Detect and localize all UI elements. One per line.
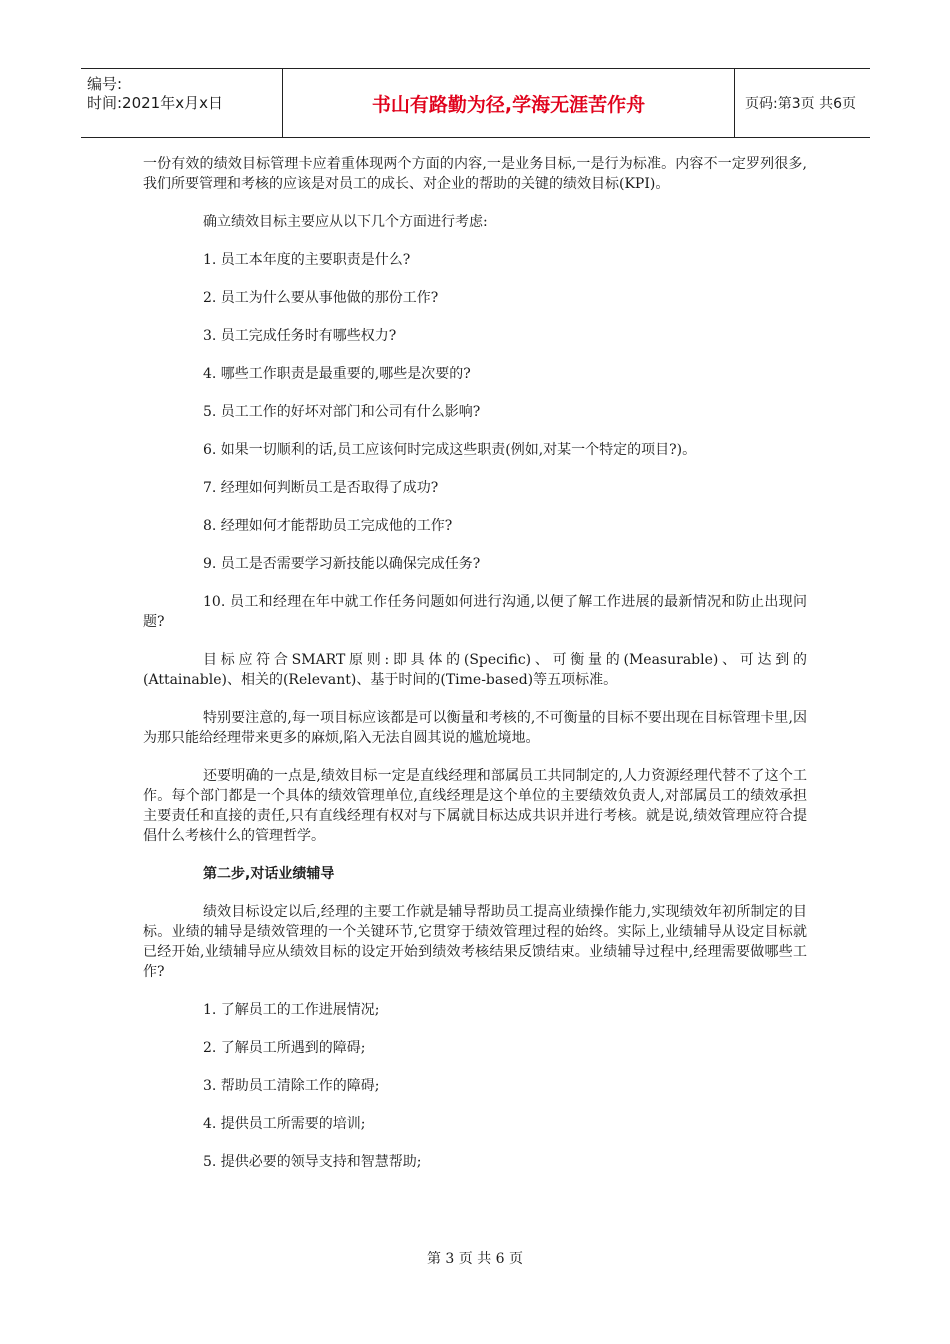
paragraph: 6. 如果一切顺利的话,员工应该何时完成这些职责(例如,对某一个特定的项目?)。 — [203, 442, 697, 458]
document-body — [143, 154, 807, 1190]
paragraph: 绩效目标设定以后,经理的主要工作就是辅导帮助员工提高业绩操作能力,实现绩效年初所制定的目标。业绩的辅导是绩效管理的一个关键环节,它贯穿于绩效管理过程的始终。实际上,业绩辅导从设定目标就已经开始,业绩辅导应从绩效目标的设定开始到绩效考核结果反馈结束。业绩辅导过程中,经理需要做哪些工作? — [143, 904, 807, 980]
paragraph: 10. 员工和经理在年中就工作任务问题如何进行沟通,以便了解工作进展的最新情况和防止出现问题? — [143, 594, 807, 630]
paragraph: 1. 了解员工的工作进展情况; — [203, 1002, 380, 1018]
document-date: 时间:2021年x月x日 — [87, 94, 223, 112]
paragraph: 9. 员工是否需要学习新技能以确保完成任务? — [203, 556, 481, 572]
header-motto: 书山有路勤为径,学海无涯苦作舟 — [283, 69, 735, 137]
paragraph: 目标应符合SMART原则:即具体的(Specific)、可衡量的(Measurable)、可达到的(Attainable)、相关的(Relevant)、基于时间的(Time-based)等五项标准。 — [143, 652, 807, 688]
header-meta — [81, 69, 283, 137]
paragraph: 特别要注意的,每一项目标应该都是可以衡量和考核的,不可衡量的目标不要出现在目标管理卡里,因为那只能给经理带来更多的麻烦,陷入无法自圆其说的尴尬境地。 — [143, 710, 807, 746]
paragraph: 一份有效的绩效目标管理卡应着重体现两个方面的内容,一是业务目标,一是行为标准。内容不一定罗列很多,我们所要管理和考核的应该是对员工的成长、对企业的帮助的关键的绩效目标(KPI)。 — [143, 156, 807, 192]
header-page-info: 页码:第3页 共6页 — [745, 96, 856, 112]
paragraph: 3. 帮助员工清除工作的障碍; — [203, 1078, 380, 1094]
paragraph: 5. 提供必要的领导支持和智慧帮助; — [203, 1154, 422, 1170]
paragraph: 2. 了解员工所遇到的障碍; — [203, 1040, 366, 1056]
paragraph: 5. 员工工作的好坏对部门和公司有什么影响? — [203, 404, 481, 420]
paragraph: 4. 提供员工所需要的培训; — [203, 1116, 366, 1132]
page-footer: 第 3 页 共 6 页 — [426, 1251, 524, 1267]
paragraph: 8. 经理如何才能帮助员工完成他的工作? — [203, 518, 453, 534]
paragraph: 4. 哪些工作职责是最重要的,哪些是次要的? — [203, 366, 471, 382]
paragraph: 7. 经理如何判断员工是否取得了成功? — [203, 480, 439, 496]
section-heading: 第二步,对话业绩辅导 — [203, 866, 335, 882]
paragraph: 2. 员工为什么要从事他做的那份工作? — [203, 290, 439, 306]
paragraph: 确立绩效目标主要应从以下几个方面进行考虑: — [203, 214, 488, 230]
paragraph: 还要明确的一点是,绩效目标一定是直线经理和部属员工共同制定的,人力资源经理代替不了这个工作。每个部门都是一个具体的绩效管理单位,直线经理是这个单位的主要绩效负责人,对部属员工的绩效承担主要责任和直接的责任,只有直线经理有权对与下属就目标达成共识并进行考核。就是说,绩效管理应符合提倡什么考核什么的管理哲学。 — [143, 768, 807, 844]
page-header — [81, 68, 870, 138]
paragraph: 1. 员工本年度的主要职责是什么? — [203, 252, 411, 268]
paragraph: 3. 员工完成任务时有哪些权力? — [203, 328, 397, 344]
document-number-label: 编号: — [87, 75, 123, 93]
